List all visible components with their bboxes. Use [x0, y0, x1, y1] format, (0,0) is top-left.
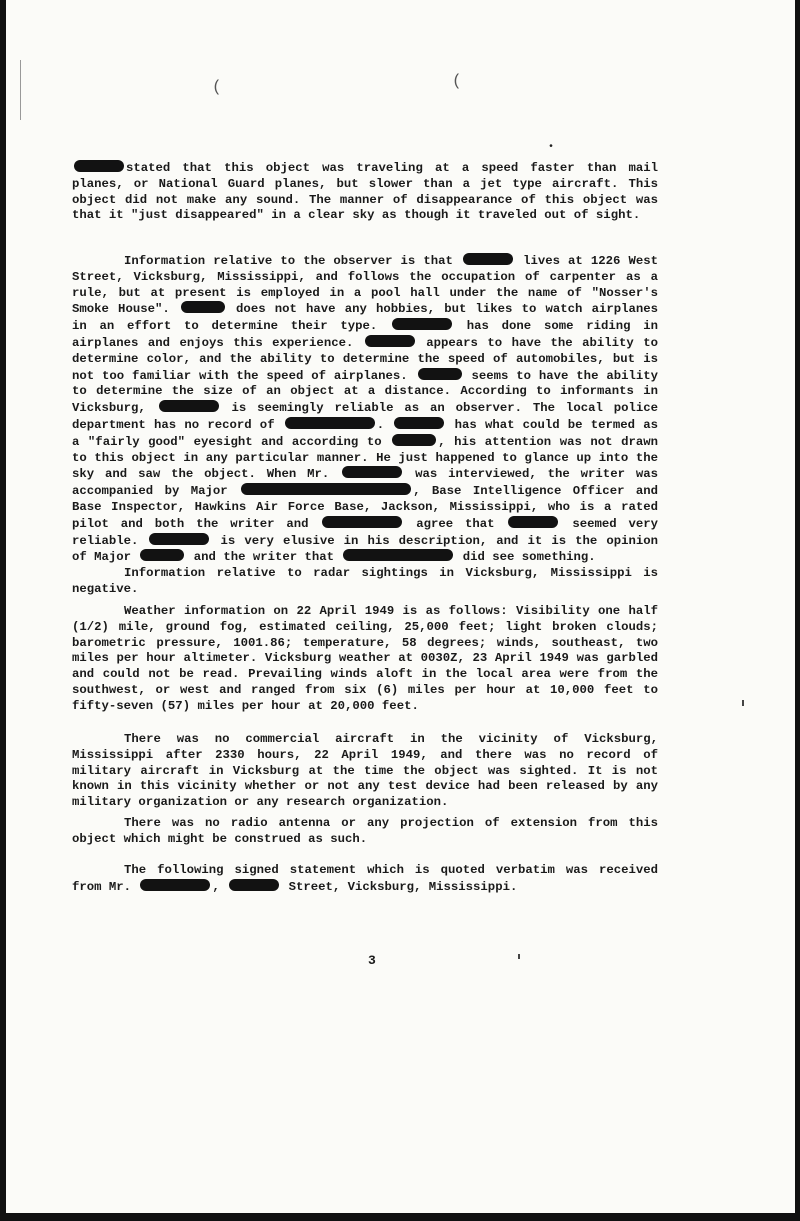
redaction-bar [508, 516, 558, 528]
redaction-bar [394, 417, 444, 429]
redaction-bar [392, 434, 436, 446]
page-number: 3 [368, 953, 376, 968]
redaction-bar [74, 160, 124, 172]
paragraph: Weather information on 22 April 1949 is as follows: Visibility one half (1/2) mile, ground fog, estimated ceiling, 25,000 feet; light broken clouds; barometric pressure, 1001.86; temperature, 58 degrees; winds, southeast, two miles per hour altimeter. Vicksburg weather at 0030Z, 23 April 1949 was garbled and could not be read. Prevailing winds aloft in the local area were from the southwest, or west and ranged from six (6) miles per hour at 10,000 feet to fifty-seven (57) miles per hour at 20,000 feet. [72, 604, 658, 713]
redaction-bar [149, 533, 209, 545]
scan-edge-bottom [0, 1213, 800, 1221]
paragraph: There was no commercial aircraft in the vicinity of Vicksburg, Mississippi after 2330 hours, 22 April 1949, and there was no record of military aircraft in Vicksburg at the time the object was sighted. It is not known in this vicinity whether or not any test device had been released by any military organization or any research organization. [72, 732, 658, 810]
redaction-bar [342, 466, 402, 478]
paragraph: Information relative to the observer is that lives at 1226 West Street, Vicksburg, Mississippi, and follows the occupation of carpenter as a rule, but at present is employed in a pool hall under the name of "Nosser's Smoke House". does not have any hobbies, but likes to watch airplanes in an effort to determine their type. has done some riding in airplanes and enjoys this experience. appears to have the ability to determine color, and the ability to determine the speed of automobiles, but is not too familiar with the speed of airplanes. seems to have the ability to determine the size of an object at a distance. According to informants in Vicksburg, is seemingly reliable as an observer. The local police department has no record of . has what could be termed as a "fairly good" eyesight and according to , his attention was not drawn to this object in any particular manner. He just happened to glance up into the sky and saw the object. When Mr. was interviewed, the writer was accompanied by Major , Base Intelligence Officer and Base Inspector, Hawkins Air Force Base, Jackson, Mississippi, who is a rated pilot and both the writer and agree that seemed very reliable. is very elusive in his description, and it is the opinion of Major and the writer that did see something. [72, 254, 659, 565]
redaction-bar [463, 253, 513, 265]
redaction-bar [365, 335, 415, 347]
redaction-bar [181, 301, 225, 313]
paragraph: There was no radio antenna or any projection of extension from this object which might be construed as such. [72, 816, 658, 846]
redaction-bar [159, 400, 219, 412]
scan-mark: • [548, 142, 555, 153]
redaction-bar [285, 417, 375, 429]
paragraph: stated that this object was traveling at a speed faster than mail planes, or National Guard planes, but slower than a jet type aircraft. This object did not make any sound. The manner of disappearance of this object was that it "just disappeared" in a clear sky as though it traveled out of sight. [72, 161, 658, 223]
scan-mark: ( [212, 78, 222, 96]
redaction-bar [229, 879, 279, 891]
scan-mark: ( [452, 72, 462, 90]
scan-mark [518, 954, 520, 959]
redaction-bar [418, 368, 462, 380]
redaction-bar [392, 318, 452, 330]
redaction-bar [322, 516, 402, 528]
redaction-bar [140, 549, 184, 561]
redaction-bar [241, 483, 411, 495]
scan-mark [742, 700, 744, 706]
paragraph: The following signed statement which is quoted verbatim was received from Mr. , Street, Vicksburg, Mississippi. [72, 863, 658, 894]
redaction-bar [140, 879, 210, 891]
scan-mark [20, 60, 21, 120]
redaction-bar [343, 549, 453, 561]
scan-edge-right [795, 0, 800, 1221]
scan-edge-left [0, 0, 6, 1221]
paragraph: Information relative to radar sightings in Vicksburg, Mississippi is negative. [72, 566, 658, 596]
